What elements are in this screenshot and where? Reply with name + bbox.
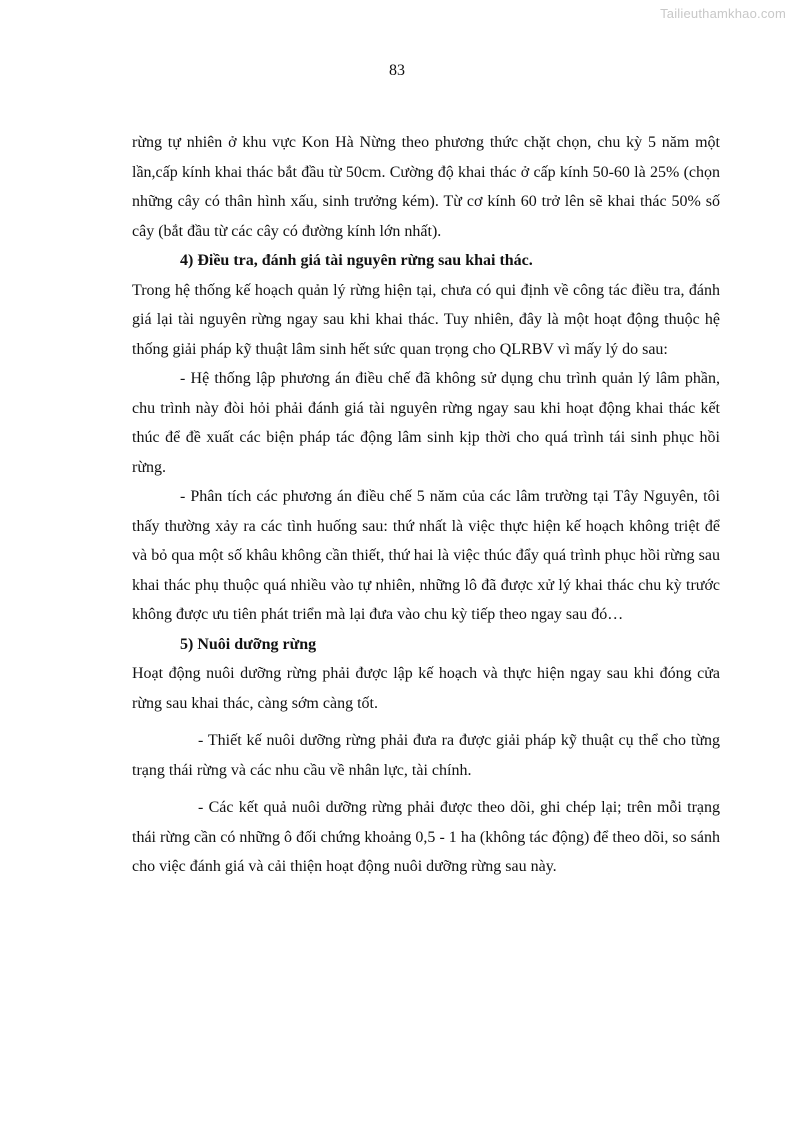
section-heading-5: 5) Nuôi dưỡng rừng [180,635,317,653]
watermark: Tailieuthamkhao.com [660,6,786,21]
bullet-planning-system: - Hệ thống lập phương án điều chế đã không sử dụng chu trình quản lý lâm phần, chu trình này đòi hỏi phải đánh giá tài nguyên rừng ngay sau khi hoạt động khai thác kết thúc để đề xuất các biện pháp tác động lâm sinh kịp thời cho quá trình tái sinh phục hồi rừng. [132,370,720,476]
bullet-tending-monitoring: - Các kết quả nuôi dưỡng rừng phải được theo dõi, ghi chép lại; trên mỗi trạng thái rừng cần có những ô đối chứng khoảng 0,5 - 1 ha (không tác động) để theo dõi, so sánh cho việc đánh giá và cải thiện hoạt động nuôi dưỡng rừng sau này. [132,799,720,875]
page-number: 83 [389,62,405,79]
paragraph-intro: rừng tự nhiên ở khu vực Kon Hà Nừng theo phương thức chặt chọn, chu kỳ 5 năm một lần,cấp kính khai thác bắt đầu từ 50cm. Cường độ khai thác ở cấp kính 50-60 là 25% (chọn những cây có thân hình xấu, sinh trưởng kém). Từ cơ kính 60 trở lên sẽ khai thác 50% số cây (bắt đầu từ các cây có đường kính lớn nhất). [132,134,720,240]
document-body [132,128,720,882]
paragraph-survey: Trong hệ thống kế hoạch quản lý rừng hiện tại, chưa có qui định về công tác điều tra, đánh giá lại tài nguyên rừng ngay sau khi khai thác. Tuy nhiên, đây là một hoạt động thuộc hệ thống giải pháp kỹ thuật lâm sinh hết sức quan trọng cho QLRBV vì mấy lý do sau: [132,281,720,358]
paragraph-tending: Hoạt động nuôi dưỡng rừng phải được lập kế hoạch và thực hiện ngay sau khi đóng cửa rừng sau khai thác, càng sớm càng tốt. [132,665,720,712]
bullet-tending-design: - Thiết kế nuôi dưỡng rừng phải đưa ra được giải pháp kỹ thuật cụ thể cho từng trạng thái rừng và các nhu cầu về nhân lực, tài chính. [132,732,720,779]
section-heading-4: 4) Điều tra, đánh giá tài nguyên rừng sau khai thác. [180,252,533,269]
bullet-plan-analysis: - Phân tích các phương án điều chế 5 năm của các lâm trường tại Tây Nguyên, tôi thấy thường xảy ra các tình huống sau: thứ nhất là việc thực hiện kế hoạch không triệt để và bỏ qua một số khâu không cần thiết, thứ hai là việc thúc đẩy quá trình phục hồi rừng sau khai thác phụ thuộc quá nhiều vào tự nhiên, những lô đã được xử lý khai thác chu kỳ trước không được ưu tiên phát triển mà lại đưa vào chu kỳ tiếp theo ngay sau đó… [132,488,720,623]
